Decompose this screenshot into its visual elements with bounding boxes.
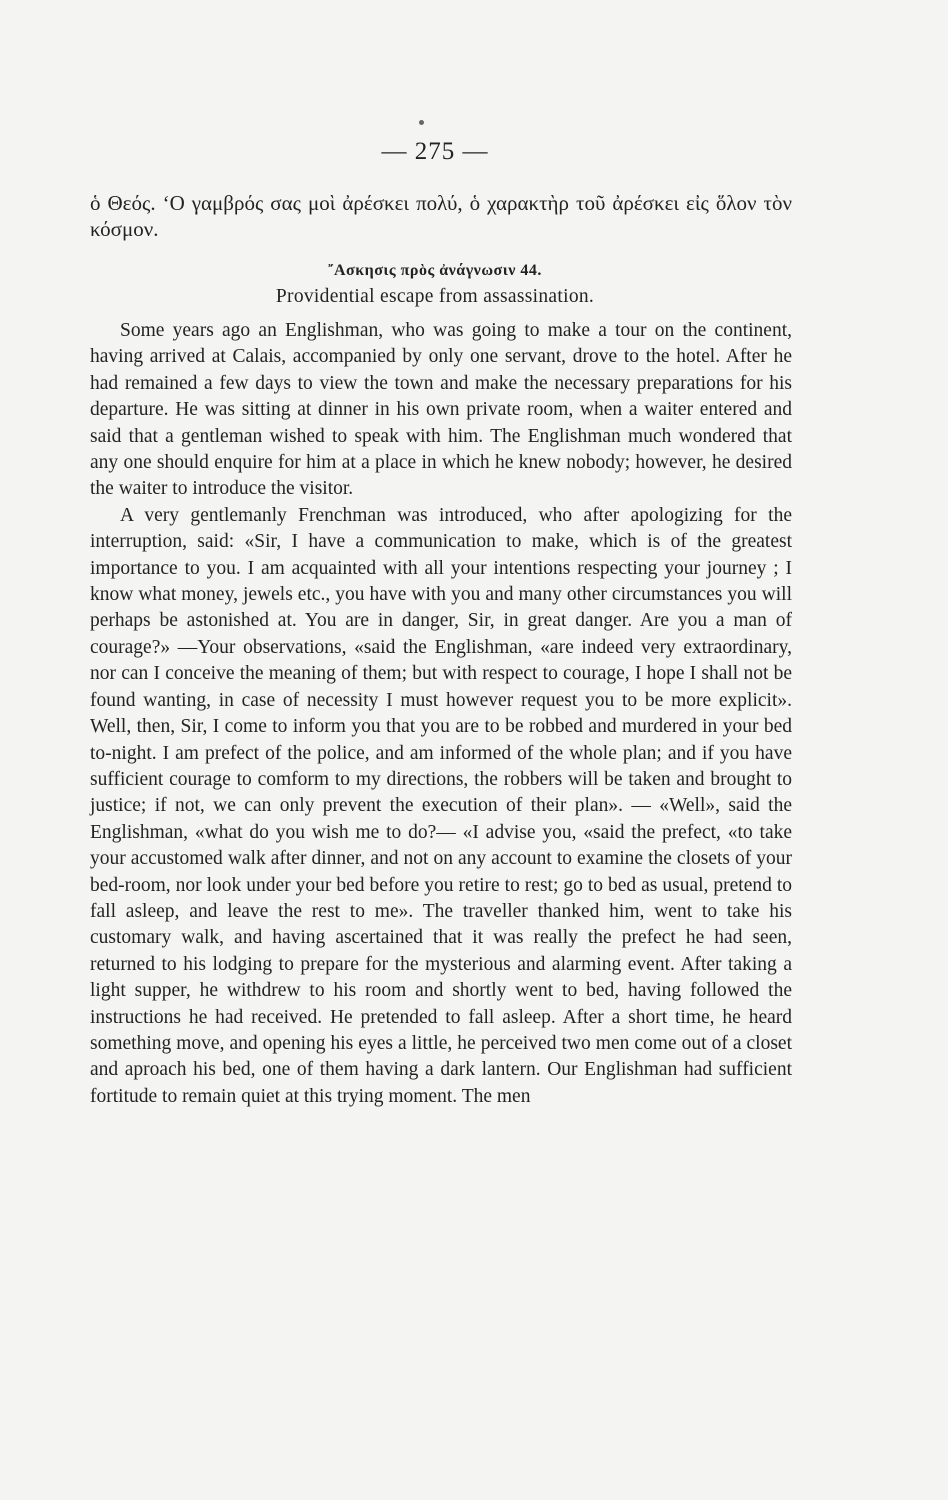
paragraph-1: Some years ago an Englishman, who was going to make a tour on the continent, having arrived at Calais, accompanied by only one servant, drove to the hotel. After he had remained a few days to view the town and make the necessary preparations for his departure. He was sitting at dinner in his own private room, when a waiter entered and said that a gentleman wished to speak with him. The Englishman much wondered that any one should enquire for him at a place in which he knew nobody; however, he desired the waiter to introduce the visitor. (90, 320, 792, 500)
paragraph-2: A very gentlemanly Frenchman was introduced, who after apologizing for the interruption, said: «Sir, I have a communication to make, which is of the greatest importance to you. I am acquainted with all your intentions respecting your journey ; I know what money, jewels etc., you have with you and many other circumstances you will perhaps be astonished at. You are in danger, Sir, in great danger. Are you a man of courage?» —Your observations, «said the Englishman, «are indeed very extraordinary, nor can I conceive the meaning of them; but with respect to courage, I hope I shall not be found wanting, in case of necessity I must however request you to be more explicit». Well, then, Sir, I come to inform you that you are to be robbed and murdered in your bed to-night. I am prefect of the police, and am informed of the whole plan; and if you have sufficient courage to comform to my directions, the robbers will be taken and brought to justice; if not, we can only prevent the execution of their plan». — «Well», said the Englishman, «what do you wish me to do?— «I advise you, «said the prefect, «to take your accustomed walk after dinner, and not on any account to examine the closets of your bed-room, nor look under your bed before you retire to rest; go to bed as usual, pretend to fall asleep, and leave the rest to me». The traveller thanked him, went to take his customary walk, and having ascertained that it was really the prefect he had seen, returned to his lodging to prepare for the mysterious and alarming event. After taking a light supper, he withdrew to his room and shortly went to bed, having followed the instructions he had received. He pretended to fall asleep. After a short time, he heard something move, and opening his eyes a little, he perceived two men come out of a closet and aproach his bed, one of them having a dark lantern. Our Englishman had sufficient fortitude to remain quiet at this trying moment. The men (90, 504, 792, 1107)
story-title: Providential escape from assassination. (275, 286, 595, 307)
ink-dot (419, 120, 424, 125)
story-body (90, 318, 792, 1110)
page-number: — 275 — (381, 138, 489, 165)
exercise-heading: ῎Ασκησις πρὸς ἀνάγνωσιν 44. (328, 262, 542, 279)
greek-intro-text: ὁ Θεός. ‘Ο γαμβρός σας μοὶ ἀρέσκει πολύ, ὁ χαρακτὴρ τοῦ ἀρέσκει εἰς ὅλον τὸν κόσμον. (90, 191, 792, 242)
